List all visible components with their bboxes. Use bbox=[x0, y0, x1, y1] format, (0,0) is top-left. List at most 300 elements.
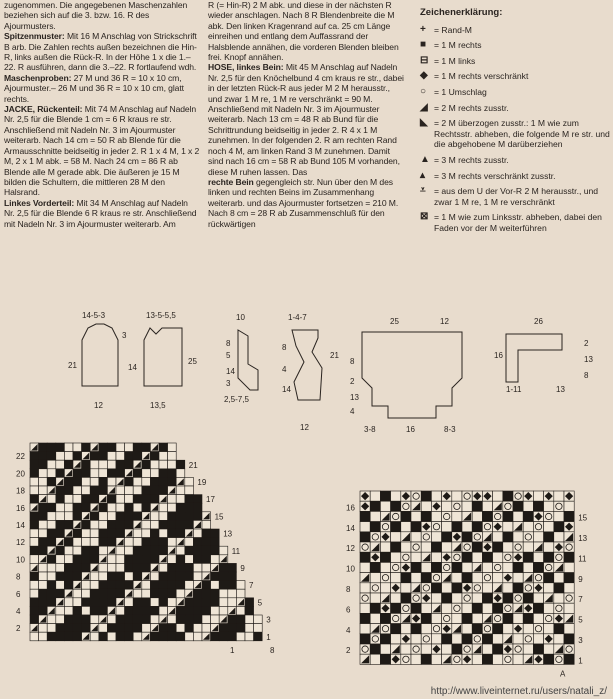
chart-cell bbox=[47, 495, 56, 504]
chart-cell bbox=[380, 562, 390, 572]
chart-cell bbox=[482, 634, 492, 644]
chart-cell bbox=[176, 606, 185, 615]
chart-cell bbox=[431, 511, 441, 521]
chart-cell bbox=[168, 443, 177, 452]
chart-cell bbox=[202, 555, 211, 564]
chart-cell bbox=[30, 615, 39, 624]
chart-cell bbox=[82, 615, 91, 624]
chart-cell bbox=[82, 589, 91, 598]
chart-cell bbox=[503, 593, 513, 603]
chart-cell bbox=[176, 572, 185, 581]
chart-cell bbox=[193, 538, 202, 547]
chart-cell bbox=[544, 654, 554, 664]
chart-cell bbox=[39, 460, 48, 469]
chart-cell bbox=[391, 491, 401, 501]
chart-cell bbox=[360, 511, 370, 521]
legend-text: = 3 M rechts zusstr. bbox=[434, 154, 509, 165]
legend-symbol-icon: ◢ bbox=[420, 101, 428, 113]
chart-cell bbox=[254, 615, 263, 624]
chart-cell bbox=[380, 501, 390, 511]
chart-cell bbox=[159, 469, 168, 478]
chart-row-label: 10 bbox=[16, 555, 25, 565]
chart-row-label: 14 bbox=[346, 523, 355, 533]
chart-row-label: 15 bbox=[578, 513, 588, 523]
chart-cell bbox=[360, 613, 370, 623]
chart-cell bbox=[176, 624, 185, 633]
chart-cell bbox=[411, 573, 421, 583]
dim-band-h4: 8 bbox=[584, 371, 589, 380]
chart-cell bbox=[523, 542, 533, 552]
chart-cell bbox=[133, 469, 142, 478]
chart-cell bbox=[159, 563, 168, 572]
legend-symbol-icon: ▲ bbox=[420, 153, 430, 165]
chart-cell bbox=[30, 512, 39, 521]
chart-cell bbox=[236, 581, 245, 590]
chart-cell bbox=[533, 634, 543, 644]
chart-cell bbox=[391, 522, 401, 532]
chart-cell bbox=[211, 598, 220, 607]
chart-cell bbox=[211, 529, 220, 538]
chart-cell bbox=[73, 477, 82, 486]
chart-cell bbox=[90, 632, 99, 641]
chart-cell bbox=[452, 644, 462, 654]
chart-cell bbox=[391, 501, 401, 511]
chart-cell bbox=[39, 546, 48, 555]
chart-cell bbox=[513, 613, 523, 623]
chart-cell bbox=[64, 581, 73, 590]
chart-cell bbox=[116, 581, 125, 590]
chart-cell bbox=[360, 583, 370, 593]
chart-cell bbox=[133, 589, 142, 598]
chart-cell bbox=[133, 443, 142, 452]
chart-cell bbox=[99, 563, 108, 572]
chart-cell bbox=[142, 615, 151, 624]
chart-cell bbox=[482, 603, 492, 613]
chart-cell bbox=[523, 511, 533, 521]
legend-text: = 2 M rechts zusstr. bbox=[434, 102, 509, 113]
garment-schematics bbox=[0, 298, 613, 438]
paragraph-heading: rechte Bein bbox=[208, 176, 254, 187]
chart-cell bbox=[462, 532, 472, 542]
chart-cell bbox=[228, 632, 237, 641]
chart-cell bbox=[202, 581, 211, 590]
chart-cell bbox=[185, 598, 194, 607]
chart-cell bbox=[159, 546, 168, 555]
chart-cell bbox=[472, 573, 482, 583]
chart-cell bbox=[133, 452, 142, 461]
legend-row bbox=[420, 171, 610, 182]
chart-cell bbox=[90, 452, 99, 461]
chart-cell bbox=[56, 469, 65, 478]
chart-cell bbox=[168, 503, 177, 512]
chart-cell bbox=[211, 632, 220, 641]
chart-cell bbox=[99, 460, 108, 469]
chart-cell bbox=[73, 555, 82, 564]
chart-cell bbox=[133, 632, 142, 641]
chart-cell bbox=[47, 503, 56, 512]
chart-cell bbox=[472, 552, 482, 562]
chart-cell bbox=[411, 654, 421, 664]
chart-cell bbox=[56, 563, 65, 572]
chart-cell bbox=[168, 520, 177, 529]
chart-cell bbox=[90, 538, 99, 547]
chart-cell bbox=[125, 598, 134, 607]
chart-cell bbox=[168, 555, 177, 564]
dim-band-b2: 13 bbox=[556, 385, 565, 394]
chart-cell bbox=[64, 598, 73, 607]
chart-cell bbox=[533, 562, 543, 572]
chart-cell bbox=[564, 634, 574, 644]
chart-cell bbox=[472, 501, 482, 511]
chart-cell bbox=[202, 615, 211, 624]
chart-row-label: 9 bbox=[578, 574, 583, 584]
chart-cell bbox=[90, 477, 99, 486]
dim-pants-h3: 13 bbox=[350, 393, 359, 402]
chart-cell bbox=[185, 503, 194, 512]
chart-cell bbox=[245, 632, 254, 641]
chart-cell bbox=[142, 563, 151, 572]
chart-cell bbox=[99, 572, 108, 581]
chart-cell bbox=[47, 624, 56, 633]
chart-cell bbox=[219, 572, 228, 581]
chart-cell bbox=[411, 522, 421, 532]
chart-cell bbox=[39, 589, 48, 598]
chart-cell bbox=[133, 538, 142, 547]
dim-pants-b3: 8-3 bbox=[444, 425, 456, 434]
paragraph-text: Mit 16 M Anschlag von Strickschrift B arb. Die Zahlen rechts außen bezeichnen die Hin-R, links außen die Rück-R. In der Höhe 1 x die 1.–22. R ausführen, dann die 3.–22. R fortlaufend wdh. bbox=[4, 31, 197, 73]
chart-cell bbox=[99, 469, 108, 478]
chart-cell bbox=[150, 469, 159, 478]
schematic-collar bbox=[292, 330, 322, 400]
chart-cell bbox=[116, 555, 125, 564]
chart-row-label: 17 bbox=[206, 495, 215, 505]
chart-cell bbox=[82, 581, 91, 590]
dim-collar-h2: 21 bbox=[330, 351, 339, 360]
chart-cell bbox=[185, 486, 194, 495]
chart-cell bbox=[391, 542, 401, 552]
paragraph-text: R (= Hin-R) 2 M abk. und diese in der nächsten R wieder anschlagen. Nach 8 R Blendenbreite die M abk. Den linken Kragenrand auf ca. 25 cm Länge einreihen und entlang dem Auffassrand der Halsblende annähen, die vorderen Blenden bleiben frei. Knopf annähen. bbox=[208, 0, 399, 63]
chart-cell bbox=[107, 581, 116, 590]
dim-back-arm: 3 bbox=[122, 331, 127, 340]
chart-cell bbox=[462, 573, 472, 583]
dim-front-top: 13-5-5,5 bbox=[146, 311, 176, 320]
chart-cell bbox=[73, 632, 82, 641]
chart-cell bbox=[133, 563, 142, 572]
chart-cell bbox=[482, 644, 492, 654]
chart-row-label: 5 bbox=[257, 598, 263, 608]
chart-cell bbox=[185, 632, 194, 641]
chart-cell bbox=[452, 634, 462, 644]
chart-cell bbox=[401, 583, 411, 593]
chart-cell bbox=[176, 503, 185, 512]
paragraph-heading: Linkes Vorderteil: bbox=[4, 197, 75, 208]
chart-cell bbox=[159, 452, 168, 461]
chart-cell bbox=[107, 477, 116, 486]
chart-cell bbox=[380, 613, 390, 623]
chart-cell bbox=[142, 598, 151, 607]
legend-row bbox=[420, 118, 610, 150]
chart-cell bbox=[202, 538, 211, 547]
chart-cell bbox=[176, 589, 185, 598]
chart-cell bbox=[202, 589, 211, 598]
chart-cell bbox=[90, 581, 99, 590]
chart-cell bbox=[202, 563, 211, 572]
chart-cell bbox=[47, 443, 56, 452]
chart-cell bbox=[391, 532, 401, 542]
legend-text: = 3 M rechts verschränkt zusstr. bbox=[434, 170, 556, 181]
chart-cell bbox=[431, 532, 441, 542]
chart-cell bbox=[47, 512, 56, 521]
chart-cell bbox=[99, 624, 108, 633]
chart-cell bbox=[133, 477, 142, 486]
chart-cell bbox=[176, 512, 185, 521]
chart-cell bbox=[401, 644, 411, 654]
chart-cell bbox=[219, 563, 228, 572]
chart-cell bbox=[202, 546, 211, 555]
chart-cell bbox=[370, 491, 380, 501]
chart-cell bbox=[30, 555, 39, 564]
chart-cell bbox=[442, 603, 452, 613]
chart-cell bbox=[176, 495, 185, 504]
chart-cell bbox=[411, 532, 421, 542]
chart-cell bbox=[482, 593, 492, 603]
chart-cell bbox=[56, 624, 65, 633]
chart-cell bbox=[82, 520, 91, 529]
chart-cell bbox=[39, 520, 48, 529]
dim-collar-h4: 14 bbox=[282, 385, 291, 394]
paragraph-text: gegengleich str. Nun über den M des linken und rechten Beins im Zusammenhang weiterarb. und das Ajourmuster fortsetzen = 210 M. Nach 8 cm = 28 R ab Zusammenschluß für den rückwärtigen bbox=[208, 176, 399, 229]
chart-cell bbox=[360, 634, 370, 644]
chart-cell bbox=[56, 443, 65, 452]
chart-cell bbox=[56, 452, 65, 461]
chart-cell bbox=[39, 512, 48, 521]
chart-cell bbox=[82, 486, 91, 495]
chart-cell bbox=[142, 529, 151, 538]
legend-text: = 2 M überzogen zusstr.: 1 M wie zum Rechtsstr. abheben, die folgende M re str. und die abgehobene M darüberziehen bbox=[434, 118, 610, 150]
legend-symbol-icon: ◣ bbox=[420, 117, 428, 129]
chart-cell bbox=[133, 512, 142, 521]
legend-symbol-icon: ◆ bbox=[420, 70, 428, 82]
chart-cell bbox=[421, 654, 431, 664]
chart-cell bbox=[211, 581, 220, 590]
chart-cell bbox=[159, 477, 168, 486]
chart-cell bbox=[442, 634, 452, 644]
chart-cell bbox=[82, 546, 91, 555]
chart-cell bbox=[523, 624, 533, 634]
chart-cell bbox=[544, 542, 554, 552]
chart-cell bbox=[39, 452, 48, 461]
chart-cell bbox=[150, 512, 159, 521]
chart-cell bbox=[168, 581, 177, 590]
chart-cell bbox=[360, 624, 370, 634]
chart-column-label: A bbox=[560, 669, 566, 677]
legend-row bbox=[420, 56, 610, 67]
chart-cell bbox=[370, 501, 380, 511]
chart-cell bbox=[380, 542, 390, 552]
chart-row-label: 4 bbox=[346, 625, 351, 635]
chart-cell bbox=[125, 477, 134, 486]
chart-cell bbox=[107, 495, 116, 504]
chart-cell bbox=[30, 469, 39, 478]
chart-cell bbox=[442, 501, 452, 511]
chart-cell bbox=[47, 615, 56, 624]
chart-cell bbox=[228, 572, 237, 581]
chart-cell bbox=[168, 452, 177, 461]
legend-symbol-icon: ⊟ bbox=[420, 54, 429, 66]
chart-cell bbox=[452, 593, 462, 603]
chart-cell bbox=[544, 573, 554, 583]
chart-cell bbox=[30, 589, 39, 598]
chart-cell bbox=[176, 529, 185, 538]
chart-row-label: 16 bbox=[16, 503, 25, 513]
chart-cell bbox=[159, 598, 168, 607]
chart-cell bbox=[523, 613, 533, 623]
legend-symbol-icon: ■ bbox=[420, 39, 427, 51]
chart-cell bbox=[107, 632, 116, 641]
chart-cell bbox=[73, 572, 82, 581]
chart-cell bbox=[73, 624, 82, 633]
chart-cell bbox=[421, 573, 431, 583]
chart-cell bbox=[150, 546, 159, 555]
chart-cell bbox=[99, 452, 108, 461]
chart-cell bbox=[176, 486, 185, 495]
chart-cell bbox=[39, 598, 48, 607]
chart-cell bbox=[107, 615, 116, 624]
chart-cell bbox=[503, 562, 513, 572]
chart-cell bbox=[116, 469, 125, 478]
legend-symbol-icon: ○ bbox=[420, 85, 427, 97]
chart-cell bbox=[554, 511, 564, 521]
chart-cell bbox=[452, 573, 462, 583]
chart-row-label: 10 bbox=[346, 564, 355, 574]
chart-cell bbox=[564, 624, 574, 634]
chart-cell bbox=[564, 583, 574, 593]
chart-cell bbox=[533, 644, 543, 654]
chart-cell bbox=[99, 538, 108, 547]
chart-cell bbox=[159, 538, 168, 547]
paragraph-text: Mit 34 M Anschlag auf Nadeln Nr. 2,5 für die Blende 6 R kraus re str. Anschließend mit Nadeln Nr. 3 im Ajourmuster weiterarb. Am bbox=[4, 197, 197, 229]
chart-cell bbox=[245, 615, 254, 624]
chart-cell bbox=[370, 562, 380, 572]
chart-cell bbox=[185, 563, 194, 572]
chart-cell bbox=[452, 613, 462, 623]
chart-cell bbox=[56, 546, 65, 555]
chart-row-label: 19 bbox=[197, 478, 207, 487]
chart-cell bbox=[150, 538, 159, 547]
chart-cell bbox=[193, 512, 202, 521]
dim-collar-h3: 4 bbox=[282, 365, 287, 374]
text-column-2 bbox=[208, 0, 404, 229]
chart-cell bbox=[125, 538, 134, 547]
chart-cell bbox=[142, 538, 151, 547]
chart-cell bbox=[107, 563, 116, 572]
paragraph bbox=[208, 177, 404, 229]
chart-cell bbox=[185, 512, 194, 521]
chart-cell bbox=[150, 615, 159, 624]
chart-cell bbox=[125, 520, 134, 529]
chart-cell bbox=[472, 593, 482, 603]
legend-row bbox=[420, 25, 610, 36]
chart-cell bbox=[370, 573, 380, 583]
chart-cell bbox=[370, 613, 380, 623]
chart-cell bbox=[47, 632, 56, 641]
chart-cell bbox=[82, 477, 91, 486]
chart-cell bbox=[245, 624, 254, 633]
chart-cell bbox=[513, 532, 523, 542]
chart-cell bbox=[107, 503, 116, 512]
chart-cell bbox=[125, 452, 134, 461]
legend-row bbox=[420, 186, 610, 207]
chart-cell bbox=[116, 486, 125, 495]
chart-cell bbox=[99, 512, 108, 521]
chart-cell bbox=[73, 529, 82, 538]
chart-cell bbox=[193, 615, 202, 624]
chart-cell bbox=[533, 552, 543, 562]
chart-cell bbox=[513, 583, 523, 593]
chart-cell bbox=[99, 589, 108, 598]
chart-cell bbox=[503, 511, 513, 521]
chart-cell bbox=[411, 634, 421, 644]
dim-collar-bottom: 12 bbox=[300, 423, 309, 432]
chart-cell bbox=[211, 546, 220, 555]
chart-cell bbox=[30, 546, 39, 555]
legend-text: = aus dem U der Vor-R 2 M herausstr., und zwar 1 M re, 1 M re verschränkt bbox=[434, 186, 599, 207]
chart-cell bbox=[107, 529, 116, 538]
chart-cell bbox=[185, 555, 194, 564]
chart-cell bbox=[482, 654, 492, 664]
chart-cell bbox=[142, 469, 151, 478]
chart-cell bbox=[30, 460, 39, 469]
chart-cell bbox=[64, 503, 73, 512]
chart-cell bbox=[513, 501, 523, 511]
chart-cell bbox=[107, 624, 116, 633]
chart-cell bbox=[39, 503, 48, 512]
chart-cell bbox=[442, 542, 452, 552]
dim-front-width: 13,5 bbox=[150, 401, 166, 410]
chart-cell bbox=[39, 486, 48, 495]
chart-cell bbox=[523, 644, 533, 654]
dim-collar-h1: 8 bbox=[282, 343, 287, 352]
chart-cell bbox=[564, 501, 574, 511]
chart-a-grid bbox=[30, 443, 262, 641]
chart-cell bbox=[64, 495, 73, 504]
chart-cell bbox=[82, 460, 91, 469]
chart-cell bbox=[211, 572, 220, 581]
chart-cell bbox=[211, 606, 220, 615]
chart-cell bbox=[150, 555, 159, 564]
chart-cell bbox=[107, 572, 116, 581]
chart-cell bbox=[150, 598, 159, 607]
chart-cell bbox=[142, 486, 151, 495]
chart-cell bbox=[116, 572, 125, 581]
legend-text: = Rand-M bbox=[434, 24, 472, 35]
chart-cell bbox=[73, 469, 82, 478]
chart-cell bbox=[421, 613, 431, 623]
chart-cell bbox=[133, 529, 142, 538]
chart-cell bbox=[202, 598, 211, 607]
chart-cell bbox=[116, 624, 125, 633]
chart-cell bbox=[107, 555, 116, 564]
chart-cell bbox=[125, 606, 134, 615]
chart-cell bbox=[73, 503, 82, 512]
chart-cell bbox=[64, 606, 73, 615]
chart-cell bbox=[99, 606, 108, 615]
chart-cell bbox=[116, 512, 125, 521]
legend-symbol-icon: ⊠ bbox=[420, 211, 429, 223]
chart-cell bbox=[142, 589, 151, 598]
chart-cell bbox=[90, 486, 99, 495]
legend-symbol-icon: ▴ bbox=[420, 169, 426, 181]
